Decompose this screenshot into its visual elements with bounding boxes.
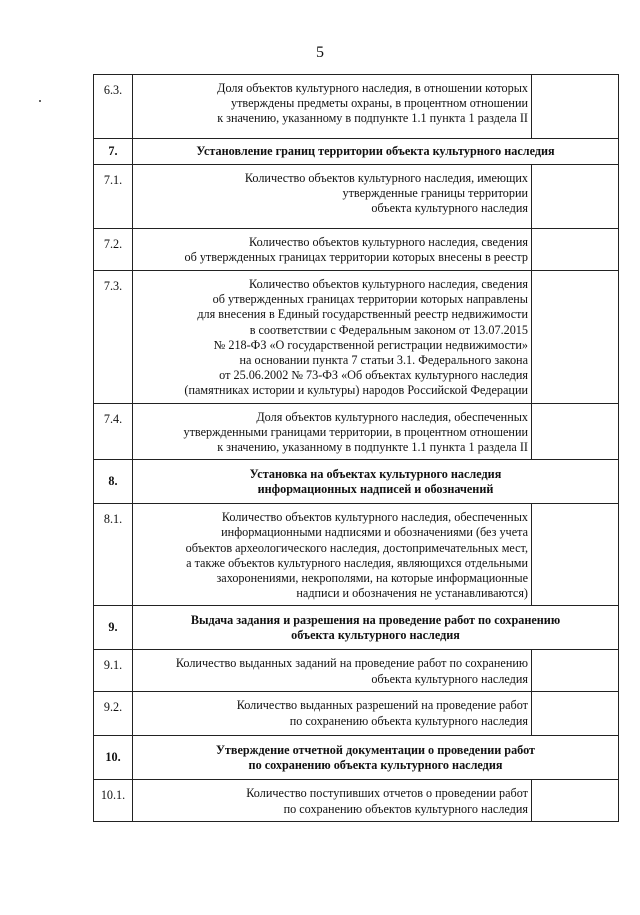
section-title-line: Установление границ территории объекта культурного наследия (196, 143, 555, 158)
indicator-description (133, 75, 532, 139)
row-number: 9.1. (94, 650, 133, 692)
row-number: 7.2. (94, 229, 133, 271)
section-title-line: объекта культурного наследия (291, 627, 460, 642)
section-title (133, 460, 619, 504)
indicator-description-line: к значению, указанному в подпункте 1.1 пункта 1 раздела II (217, 111, 528, 126)
indicators-table (93, 74, 619, 822)
indicator-description-line: по сохранению объектов культурного наследия (283, 801, 528, 816)
section-row (94, 606, 619, 650)
indicator-value-cell (532, 780, 619, 822)
indicator-row (94, 504, 619, 606)
section-row (94, 736, 619, 780)
indicator-description-line: к значению, указанному в подпункте 1.1 пункта 1 раздела II (217, 440, 528, 455)
indicator-value-cell (532, 650, 619, 692)
indicator-description-line: в соответствии с Федеральным законом от 13.07.2015 (249, 322, 528, 337)
section-title-line: Установка на объектах культурного наследия (249, 466, 502, 481)
indicator-row (94, 692, 619, 736)
indicators-table-body (94, 75, 619, 822)
indicator-description-line: объектов археологического наследия, достопримечательных мест, (185, 540, 528, 555)
indicator-description-line: Количество поступивших отчетов о проведении работ (246, 786, 528, 801)
indicator-value-cell (532, 229, 619, 271)
indicator-description-line: Количество выданных заданий на проведение работ по сохранению (175, 656, 528, 671)
indicator-description-line: Доля объектов культурного наследия, в отношении которых (217, 81, 528, 95)
indicator-value-cell (532, 403, 619, 460)
section-title-line: по сохранению объекта культурного наследия (248, 757, 503, 772)
indicator-row (94, 271, 619, 404)
indicator-description-line: захоронениями, некрополями, на которые информационные (216, 571, 528, 586)
indicator-description-line: Количество объектов культурного наследия, имеющих (244, 171, 528, 185)
indicator-description-line: по сохранению объекта культурного наследия (289, 713, 528, 728)
indicator-description (133, 650, 532, 692)
row-number: 7.4. (94, 403, 133, 460)
indicator-description-line: от 25.06.2002 № 73-ФЗ «Об объектах культурного наследия (219, 368, 528, 383)
indicator-row (94, 403, 619, 460)
row-number: 7.3. (94, 271, 133, 404)
indicator-description (133, 692, 532, 736)
row-number: 7. (94, 139, 133, 165)
indicator-description (133, 403, 532, 460)
indicator-row (94, 780, 619, 822)
indicator-description-line: надписи и обозначения не устанавливаются) (296, 586, 528, 601)
section-title (133, 606, 619, 650)
indicator-row (94, 75, 619, 139)
section-row (94, 460, 619, 504)
indicator-description (133, 504, 532, 606)
indicator-description-line: Доля объектов культурного наследия, обеспеченных (256, 409, 528, 424)
indicator-row (94, 165, 619, 229)
indicator-description-line: об утвержденных границах территории которых внесены в реестр (184, 250, 528, 265)
indicator-description-line: Количество объектов культурного наследия, сведения (249, 277, 528, 291)
section-title (133, 139, 619, 165)
indicator-description-line: информационными надписями и обозначениями (без учета (221, 525, 528, 540)
indicator-description (133, 165, 532, 229)
row-number: 6.3. (94, 75, 133, 139)
indicator-row (94, 229, 619, 271)
row-number: 9. (94, 606, 133, 650)
row-number: 8. (94, 460, 133, 504)
indicator-description-line: об утвержденных границах территории которых направлены (212, 292, 528, 307)
indicator-value-cell (532, 504, 619, 606)
indicator-description (133, 229, 532, 271)
indicator-description-line: утвержденными границами территории, в процентном отношении (183, 424, 528, 439)
section-title-line: Выдача задания и разрешения на проведение работ по сохранению (190, 612, 561, 627)
row-number: 9.2. (94, 692, 133, 736)
indicator-description-line: Количество объектов культурного наследия, сведения (249, 235, 528, 249)
indicator-description-line: объекта культурного наследия (371, 671, 528, 686)
page-number: 5 (316, 44, 324, 61)
indicator-value-cell (532, 75, 619, 139)
indicator-value-cell (532, 692, 619, 736)
indicator-value-cell (532, 165, 619, 229)
row-number: 7.1. (94, 165, 133, 229)
row-number: 10.1. (94, 780, 133, 822)
indicator-row (94, 650, 619, 692)
scan-speck (39, 100, 41, 102)
indicator-description (133, 271, 532, 404)
section-title (133, 736, 619, 780)
indicator-description-line: Количество объектов культурного наследия, обеспеченных (221, 510, 528, 525)
row-number: 8.1. (94, 504, 133, 606)
indicator-description (133, 780, 532, 822)
indicator-description-line: объекта культурного наследия (371, 201, 528, 216)
indicator-description-line: (памятниках истории и культуры) народов Российской Федерации (184, 383, 528, 398)
section-row (94, 139, 619, 165)
indicator-description-line: для внесения в Единый государственный реестр недвижимости (197, 307, 528, 322)
indicator-description-line: № 218-ФЗ «О государственной регистрации недвижимости» (213, 337, 528, 352)
indicator-description-line: Количество выданных разрешений на проведение работ (236, 698, 528, 713)
indicator-description-line: а также объектов культурного наследия, являющихся отдельными (186, 555, 528, 570)
indicator-value-cell (532, 271, 619, 404)
section-title-line: информационных надписей и обозначений (257, 481, 494, 496)
section-title-line: Утверждение отчетной документации о проведении работ (215, 742, 536, 757)
indicator-description-line: утверждены предметы охраны, в процентном отношении (230, 96, 528, 111)
indicator-description-line: на основании пункта 7 статьи 3.1. Федерального закона (239, 353, 528, 368)
indicator-description-line: утвержденные границы территории (342, 186, 528, 201)
row-number: 10. (94, 736, 133, 780)
